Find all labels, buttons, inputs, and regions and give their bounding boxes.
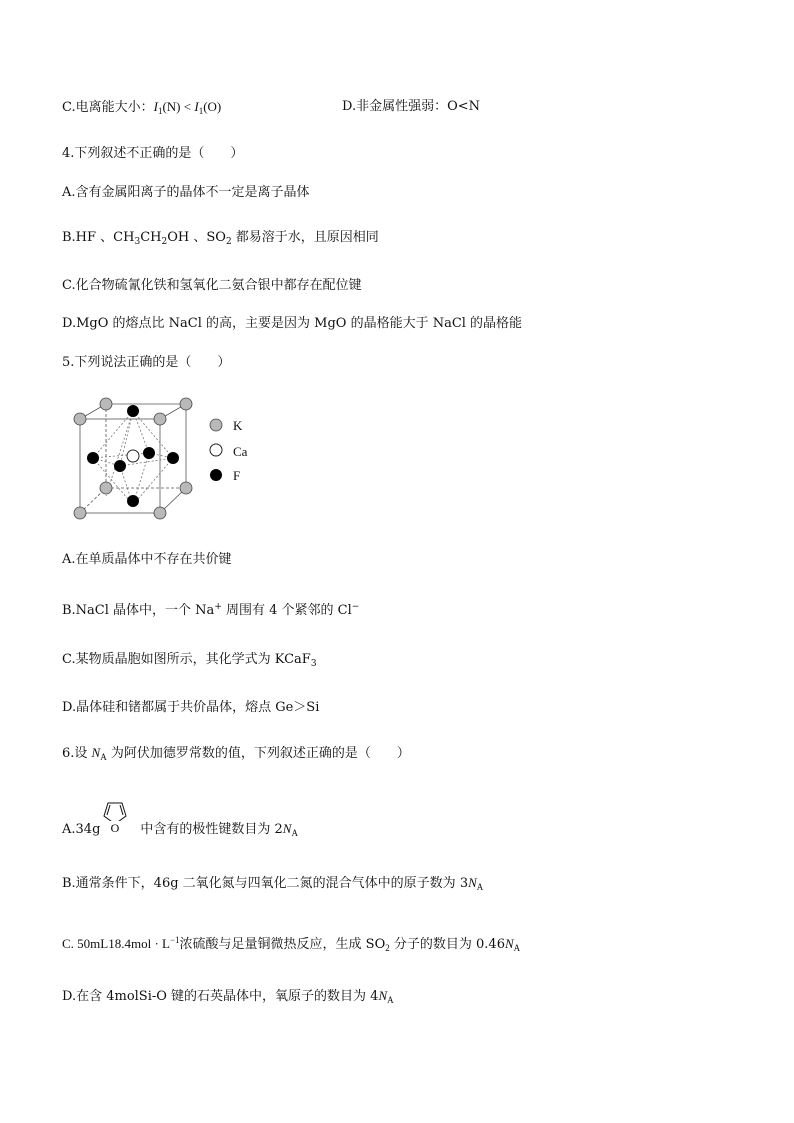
q5-stem: 5.下列说法正确的是（ ）: [62, 355, 231, 370]
text: CH: [140, 230, 162, 245]
legend-swatch-ca: [210, 444, 222, 456]
text: 周围有 4 个紧邻的 Cl: [221, 603, 352, 618]
legend-label-k: K: [233, 418, 243, 433]
subscript: A: [387, 995, 394, 1005]
q4-stem: 4.下列叙述不正确的是（ ）: [62, 146, 244, 161]
q5-option-d: D.晶体硅和锗都属于共价晶体，熔点 Ge＞Si: [62, 700, 320, 715]
superscript: −1: [169, 935, 180, 945]
text: B.NaCl 晶体中，一个 Na: [62, 603, 215, 618]
crystal-cell-diagram: [62, 392, 262, 522]
octa-line: [93, 411, 133, 458]
atom-k: [74, 413, 86, 425]
atom-k: [100, 482, 112, 494]
subscript: A: [513, 943, 521, 953]
text: OH 、SO: [167, 230, 226, 245]
q4-option-b: [62, 229, 379, 251]
atom-f: [127, 495, 139, 507]
subscript: A: [476, 882, 484, 892]
octa-line: [93, 453, 149, 458]
text: 中含有的极性键数目为 2: [140, 822, 283, 837]
q6-option-a: [62, 820, 298, 842]
q3-option-c-prefix: C.电离能大小：: [62, 100, 154, 115]
avogadro-symbol: N: [504, 936, 514, 951]
octa-line: [133, 411, 149, 453]
q3-option-c: [62, 98, 221, 120]
text: 6.设: [62, 746, 92, 761]
q3-option-d: D.非金属性强弱：O<N: [342, 99, 481, 114]
q3-option-c-mid: (N) <: [162, 99, 195, 114]
text: 都易溶于水，且原因相同: [231, 230, 379, 245]
atom-k: [180, 482, 192, 494]
oxygen-label: O: [110, 821, 120, 835]
subscript: A: [100, 752, 107, 762]
subscript: A: [291, 828, 298, 838]
q4-option-c: C.化合物硫氰化铁和氢氧化二氨合银中都存在配位键: [62, 278, 362, 293]
q5-option-a: A.在单质晶体中不存在共价键: [62, 552, 232, 567]
superscript: +: [214, 602, 222, 612]
q6-stem: [62, 744, 410, 766]
text: A.34g: [62, 822, 101, 837]
octa-line: [93, 458, 133, 505]
avogadro-symbol: N: [91, 745, 101, 760]
atom-k: [180, 398, 192, 410]
double-bond: [107, 805, 110, 815]
subscript: 2: [225, 237, 232, 247]
text: B.通常条件下，46g 二氧化氮与四氧化二氮的混合气体中的原子数为 3: [62, 876, 469, 891]
atom-f: [114, 460, 126, 472]
double-bond: [120, 805, 123, 815]
q6-option-c: [62, 931, 520, 957]
q4-option-a: A.含有金属阳离子的晶体不一定是离子晶体: [62, 185, 310, 200]
legend-swatch-f: [210, 469, 222, 481]
text: 浓硫酸与足量铜微热反应，生成 SO: [179, 937, 386, 952]
subscript: 2: [385, 943, 390, 953]
superscript: −: [351, 602, 360, 612]
octa-line: [133, 458, 173, 505]
avogadro-symbol: N: [468, 875, 477, 890]
atom-k: [100, 398, 112, 410]
subscript: 1: [157, 106, 163, 116]
subscript: 3: [134, 237, 141, 247]
legend: [210, 418, 248, 483]
q6-option-d: [62, 987, 394, 1009]
subscript: 2: [161, 237, 168, 247]
legend-swatch-k: [210, 419, 222, 431]
ionization-symbol: I: [194, 99, 199, 114]
q4-option-d: D.MgO 的熔点比 NaCl 的高，主要是因为 MgO 的晶格能大于 NaCl 的晶格能: [62, 316, 523, 331]
legend-label-ca: Ca: [233, 444, 248, 459]
text: D.在含 4molSi-O 键的石英晶体中，氧原子的数目为 4: [62, 989, 379, 1004]
q6-option-b: [62, 874, 483, 896]
atom-f: [167, 452, 179, 464]
atom-k: [154, 507, 166, 519]
atom-f: [87, 452, 99, 464]
text: B.HF 、CH: [62, 230, 135, 245]
text: 分子的数目为 0.46: [389, 937, 505, 952]
avogadro-symbol: N: [378, 988, 388, 1003]
subscript: 1: [198, 106, 204, 116]
q5-option-b: [62, 598, 359, 620]
atom-f: [127, 405, 139, 417]
text: C. 50mL18.4mol · L: [62, 936, 170, 951]
text: C.某物质晶胞如图所示，其化学式为 KCaF: [62, 652, 311, 667]
q3-option-c-end: (O): [203, 99, 222, 114]
atom-ca: [127, 450, 139, 462]
atom-k: [74, 507, 86, 519]
legend-label-f: F: [233, 468, 241, 483]
ionization-symbol: I: [153, 99, 158, 114]
q5-option-c: [62, 651, 317, 673]
avogadro-symbol: N: [282, 821, 292, 836]
subscript: 3: [310, 659, 317, 669]
text: 为阿伏加德罗常数的值，下列叙述正确的是（ ）: [106, 746, 410, 761]
atom-f: [143, 447, 155, 459]
atom-k: [154, 413, 166, 425]
